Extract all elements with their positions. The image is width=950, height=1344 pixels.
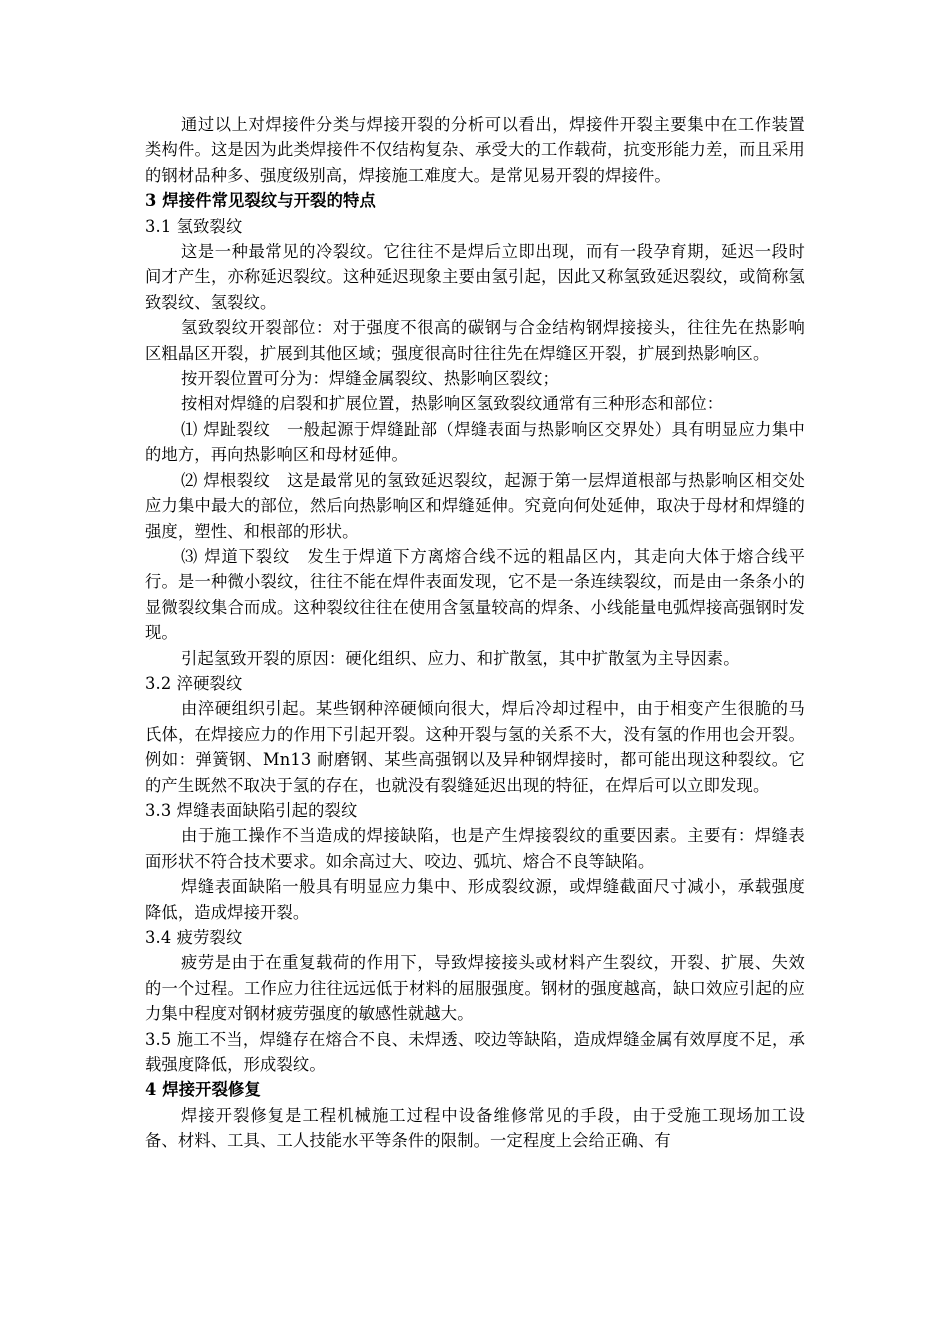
document-page — [145, 112, 805, 1154]
paragraph: 通过以上对焊接件分类与焊接开裂的分析可以看出，焊接件开裂主要集中在工作装置类构件。这是因为此类焊接件不仅结构复杂、承受大的工作载荷，抗变形能力差，而且采用的钢材品种多、强度级别高，焊接施工难度大。是常见易开裂的焊接件。 — [145, 115, 805, 185]
paragraph: 这是一种最常见的冷裂纹。它往往不是焊后立即出现，而有一段孕育期，延迟一段时间才产生，亦称延迟裂纹。这种延迟现象主要由氢引起，因此又称氢致延迟裂纹，或简称氢致裂纹、氢裂纹。 — [145, 242, 805, 312]
paragraph: 氢致裂纹开裂部位：对于强度不很高的碳钢与合金结构钢焊接接头，往往先在热影响区粗晶区开裂，扩展到其他区域；强度很高时往往先在焊缝区开裂，扩展到热影响区。 — [145, 318, 805, 363]
subsection-heading: 3.4 疲劳裂纹 — [145, 928, 243, 947]
paragraph: 疲劳是由于在重复载荷的作用下，导致焊接接头或材料产生裂纹，开裂、扩展、失效的一个过程。工作应力往往远远低于材料的屈服强度。钢材的强度越高，缺口效应引起的应力集中程度对钢材疲劳强度的敏感性就越大。 — [145, 953, 805, 1024]
paragraph: 由于施工操作不当造成的焊接缺陷，也是产生焊接裂纹的重要因素。主要有：焊缝表面形状不符合技术要求。如余高过大、咬边、弧坑、熔合不良等缺陷。 — [145, 826, 805, 871]
list-item-paragraph: ⑴ 焊趾裂纹 一般起源于焊缝趾部（焊缝表面与热影响区交界处）具有明显应力集中的地方，再向热影响区和母材延伸。 — [145, 419, 805, 465]
section-heading: 3 焊接件常见裂纹与开裂的特点 — [145, 191, 376, 211]
paragraph: 按开裂位置可分为：焊缝金属裂纹、热影响区裂纹； — [181, 369, 559, 389]
section-heading: 4 焊接开裂修复 — [145, 1080, 261, 1100]
paragraph: 引起氢致开裂的原因：硬化组织、应力、和扩散氢，其中扩散氢为主导因素。 — [181, 648, 740, 668]
list-item-paragraph: ⑵ 焊根裂纹 这是最常见的氢致延迟裂纹，起源于第一层焊道根部与热影响区相交处应力集中最大的部位，然后向热影响区和焊缝延伸。究竟向何处延伸，取决于母材和焊缝的强度，塑性、和根部的形状。 — [145, 470, 805, 541]
paragraph: 焊缝表面缺陷一般具有明显应力集中、形成裂纹源，或焊缝截面尺寸减小，承载强度降低，造成焊接开裂。 — [145, 877, 805, 922]
paragraph: 焊接开裂修复是工程机械施工过程中设备维修常见的手段，由于受施工现场加工设备、材料、工具、工人技能水平等条件的限制。一定程度上会给正确、有 — [145, 1105, 805, 1151]
paragraph: 由淬硬组织引起。某些钢种淬硬倾向很大，焊后冷却过程中，由于相变产生很脆的马氏体，在焊接应力的作用下引起开裂。这种开裂与氢的关系不大，没有氢的作用也会开裂。例如：弹簧钢、Mn13 耐磨钢、某些高强钢以及异种钢焊接时，都可能出现这种裂纹。它的产生既然不取决于氢的存在，也就没有裂缝延迟出现的特征，在焊后可以立即发现。 — [145, 699, 805, 795]
subsection-heading: 3.1 氢致裂纹 — [145, 216, 243, 236]
paragraph-flush: 3.5 施工不当，焊缝存在熔合不良、未焊透、咬边等缺陷，造成焊缝金属有效厚度不足，承载强度降低，形成裂纹。 — [145, 1029, 805, 1075]
list-item-paragraph: ⑶ 焊道下裂纹 发生于焊道下方离熔合线不远的粗晶区内，其走向大体于熔合线平行。是一种微小裂纹，往往不能在焊件表面发现，它不是一条连续裂纹，而是由一条条小的显微裂纹集合而成。这种裂纹往往在使用含氢量较高的焊条、小线能量电弧焊接高强钢时发现。 — [145, 546, 805, 643]
paragraph: 按相对焊缝的启裂和扩展位置，热影响区氢致裂纹通常有三种形态和部位： — [181, 394, 724, 414]
subsection-heading: 3.2 淬硬裂纹 — [145, 673, 243, 693]
subsection-heading: 3.3 焊缝表面缺陷引起的裂纹 — [145, 800, 358, 820]
